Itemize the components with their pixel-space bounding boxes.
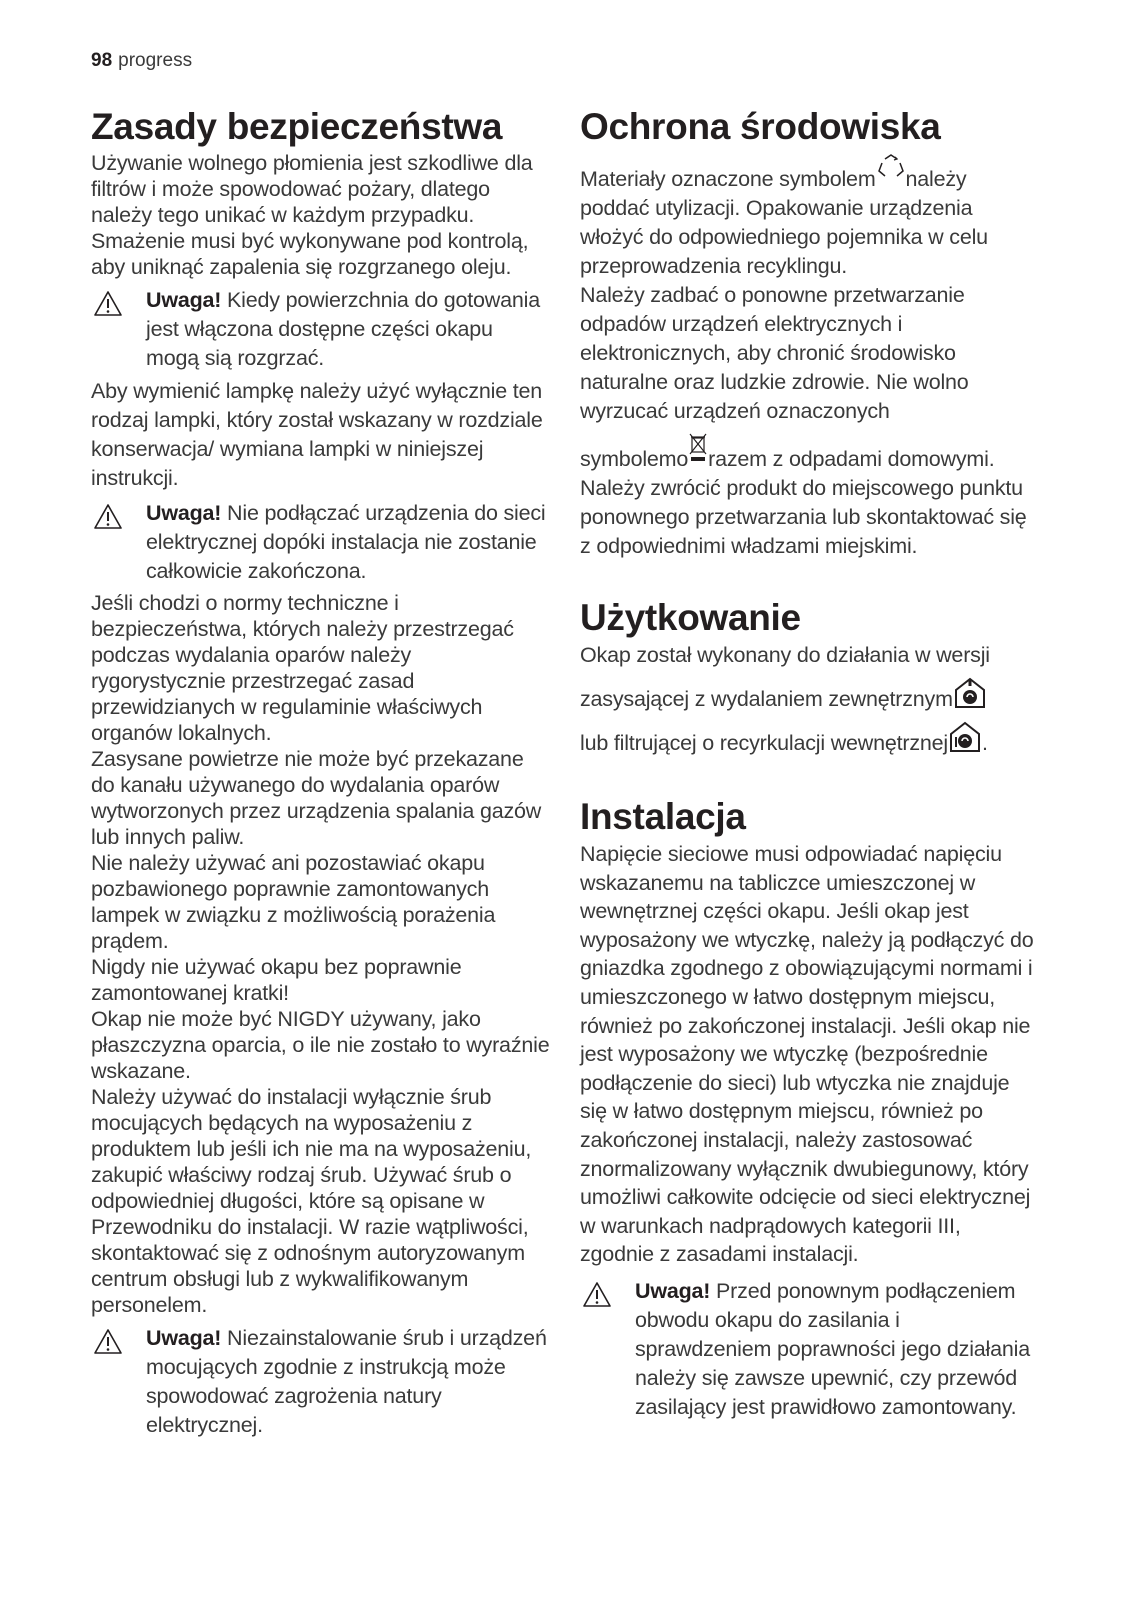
recycle-icon [876,154,906,180]
wheelie-bin-crossed-icon [688,432,708,464]
warning-note [580,1277,1040,1422]
paragraph: Smażenie musi być wykonywane pod kontrolą, aby uniknąć zapalenia się rozgrzanego oleju. [91,229,529,279]
paragraph: Nie należy używać ani pozostawiać okapu pozbawionego poprawnie zamontowanych lampek w związku z możliwością porażenia prądem. [91,851,496,953]
extraction-mode-icon [953,676,987,710]
text-run: Materiały oznaczone symbolem [580,167,876,191]
text-run: lub filtrującej o recyrkulacji wewnętrznej [580,731,948,755]
paragraph: Należy używać do instalacji wyłącznie śrub mocujących będących na wyposażeniu z produktem lub jeśli ich nie ma na wyposażeniu, zakupić właściwy rodzaj śrub. Używać śrub o odpowiedniej długości, które są opisane w Przewodniku do instalacji. W razie wątpliwości, skontaktować się z odnośnym autoryzowanym centrum obsługi lub z wykwalifikowanym personelem. [91,1085,532,1317]
paragraph: Okap nie może być NIGDY używany, jako płaszczyzna oparcia, o ile nie zostało to wyraźnie wskazane. [91,1007,550,1083]
text-run: razem z odpadami domowymi. Należy zwrócić produkt do miejscowego punktu ponownego przetwarzania lub skontaktować się z odpowiednimi władzami miejskimi. [580,447,1027,558]
brand-name: progress [118,50,193,71]
paragraph: Aby wymienić lampkę należy użyć wyłącznie ten rodzaj lampki, który został wskazany w rozdziale konserwacja/ wymiana lampki w niniejszej instrukcji. [91,379,543,490]
warning-icon [93,1328,123,1355]
paragraph: Jeśli chodzi o normy techniczne i bezpieczeństwa, których należy przestrzegać podczas wydalania oparów należy rygorystycznie przestrzegać zasad przewidzianych w regulaminie właściwych organów lokalnych. [91,591,514,745]
paragraph: Nigdy nie używać okapu bez poprawnie zamontowanej kratki! [91,955,462,1005]
paragraph [580,635,1040,764]
page-number: 98 [91,50,113,71]
section-installation [580,794,1040,1422]
warning-icon [93,503,123,530]
page-header [91,49,192,73]
section-title-installation: Instalacja [580,796,746,837]
warning-text: Kiedy powierzchnia do gotowania jest włączona dostępne części okapu mogą sią rozgrzać. [146,288,540,370]
paragraph: Napięcie sieciowe musi odpowiadać napięciu wskazanemu na tabliczce umieszczonej w wewnętrznej części okapu. Jeśli okap jest wyposażony we wtyczkę, należy ją podłączyć do gniazdka zgodnego z obowiązującymi normami i umieszczonego w łatwo dostępnym miejscu, również po zakończonej instalacji. Jeśli okap nie jest wyposażony we wtyczkę (bezpośrednie podłączenie do sieci) lub wtyczka nie znajduje się w łatwo dostępnym miejscu, również po zakończonej instalacji, należy zastosować znormalizowany wyłącznik dwubiegunowy, który umożliwi całkowite odcięcie od sieci elektrycznej w warunkach nadprądowych kategorii III, zgodnie z zasadami instalacji. [580,842,1034,1267]
text-run: należy poddać utylizacji. Opakowanie urządzenia włożyć do odpowiedniego pojemnika w celu przeprowadzenia recyklingu. [580,167,988,278]
text-run: symbolem [580,447,677,471]
section-usage [580,595,1040,764]
warning-text: Przed ponownym podłączeniem obwodu okapu do zasilania i sprawdzeniem poprawności jego działania należy się zawsze upewnić, czy przewód zasilający jest prawidłowo zamontowany. [635,1278,1030,1419]
section-title-environment: Ochrona środowiska [580,106,941,147]
section-title-safety: Zasady bezpieczeństwa [91,106,503,147]
warning-text: Niezainstalowanie śrub i urządzeń mocujących zgodnie z instrukcją może spowodować zagrożenia natury elektrycznej. [146,1326,547,1437]
paragraph [580,281,1040,426]
section-environment [580,104,1040,561]
warning-label: Uwaga! [146,501,222,525]
warning-icon [582,1281,612,1308]
warning-icon [93,290,123,317]
paragraph [580,154,1040,281]
warning-note [91,499,551,586]
warning-text: Nie podłączać urządzenia do sieci elektrycznej dopóki instalacja nie zostanie całkowicie zakończona. [146,501,546,583]
warning-note [91,1324,551,1440]
left-column [91,104,551,1444]
paragraph [580,432,1040,561]
text-run: . [982,731,988,755]
warning-label: Uwaga! [635,1278,711,1303]
warning-label: Uwaga! [146,1326,222,1350]
warning-note [91,286,551,373]
text-run: Okap został wykonany do działania w wersji zasysającej z wydalaniem zewnętrznym [580,643,990,711]
text-run: Należy zadbać o ponowne przetwarzanie odpadów urządzeń elektrycznych i elektronicznych, aby chronić środowisko naturalne oraz ludzkie zdrowie. Nie wolno wyrzucać urządzeń oznaczonych [580,283,969,423]
right-column [580,104,1040,1426]
text-run: o [676,447,689,471]
warning-label: Uwaga! [146,288,222,312]
paragraph: Używanie wolnego płomienia jest szkodliwe dla filtrów i może spowodować pożary, dlatego należy tego unikać w każdym przypadku. [91,151,533,227]
recirculation-mode-icon [948,720,982,754]
paragraph: Zasysane powietrze nie może być przekazane do kanału używanego do wydalania oparów wytworzonych przez urządzenia spalania gazów lub innych paliw. [91,747,542,849]
section-title-usage: Użytkowanie [580,597,801,638]
